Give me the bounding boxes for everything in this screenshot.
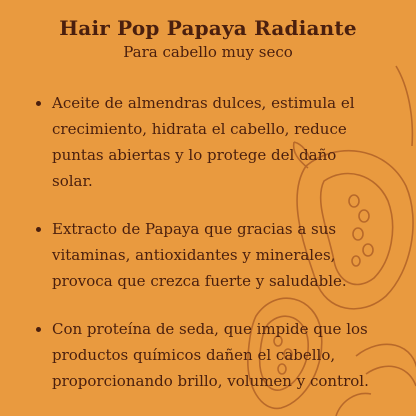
bullet-dot-icon <box>36 101 41 106</box>
benefit-text: Con proteína de seda, que impide que los productos químicos dañen el cabello, proporcionando brillo, volumen y control. <box>52 320 369 390</box>
benefit-item <box>30 90 380 194</box>
page-title: Hair Pop Papaya Radiante <box>59 16 357 40</box>
benefit-item <box>30 316 380 394</box>
bullet-dot-icon <box>36 327 41 332</box>
benefits-list <box>30 90 380 394</box>
benefit-text: Extracto de Papaya que gracias a sus vitaminas, antioxidantes y minerales, provoca que crezca fuerte y saludable. <box>52 220 347 290</box>
bullet-dot-icon <box>36 227 41 232</box>
benefit-item <box>30 216 380 294</box>
benefit-text: Aceite de almendras dulces, estimula el crecimiento, hidrata el cabello, reduce puntas abiertas y lo protege del daño solar. <box>52 94 355 190</box>
page-subtitle: Para cabello muy seco <box>123 43 293 61</box>
